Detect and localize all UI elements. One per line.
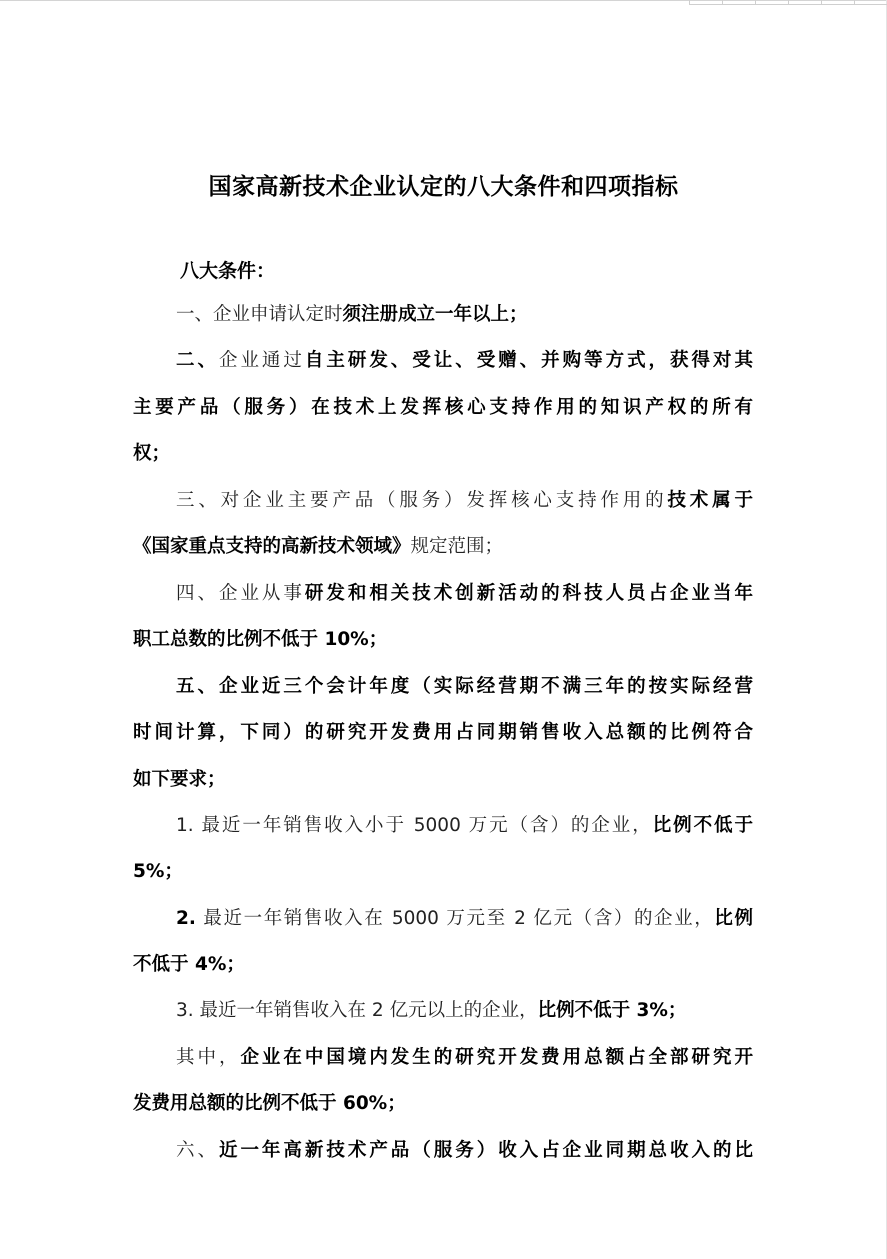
page-corner-marks bbox=[689, 0, 887, 5]
paragraph-10-line-1 bbox=[176, 1138, 753, 1164]
paragraph-9-line-2: 发费用总额的比例不低于 60%； bbox=[133, 1093, 406, 1114]
text-normal: 3. 最近一年销售收入在 2 亿元以上的企业， bbox=[176, 1000, 538, 1021]
text-bold: 比例不低于 3%； bbox=[537, 1000, 687, 1021]
paragraph-2-line-1 bbox=[176, 348, 753, 374]
paragraph-1-line-1 bbox=[176, 302, 753, 328]
text-normal: 四、企业从事 bbox=[176, 583, 305, 604]
paragraph-5-line-3: 如下要求； bbox=[133, 769, 226, 790]
section-heading: 八大条件： bbox=[180, 260, 276, 282]
text-bold: 技术属于 bbox=[667, 490, 753, 511]
text-bold: 比例不低于 bbox=[652, 815, 753, 836]
text-normal: 1. 最近一年销售收入小于 5000 万元（含）的企业， bbox=[176, 815, 653, 836]
text-normal: 一、企业申请认定时 bbox=[176, 304, 343, 325]
text-bold: 企业在中国境内发生的研究开发费用总额占全部研究开 bbox=[240, 1047, 753, 1068]
paragraph-4-line-2: 职工总数的比例不低于 10%； bbox=[133, 629, 388, 650]
text-normal: 其中， bbox=[176, 1047, 241, 1068]
text-normal: 企业通过 bbox=[218, 350, 305, 371]
text-bold: 近一年高新技术产品（服务）收入占企业同期总收入的比 bbox=[218, 1140, 753, 1161]
text-bold: 《国家重点支持的高新技术领域》 bbox=[133, 536, 411, 557]
paragraph-3-line-1 bbox=[176, 488, 753, 514]
paragraph-2-line-2: 主要产品（服务）在技术上发挥核心支持作用的知识产权的所有 bbox=[133, 397, 753, 418]
paragraph-4-line-1 bbox=[176, 581, 753, 607]
text-bold: 2. bbox=[176, 908, 196, 929]
paragraph-3-line-2 bbox=[133, 534, 753, 560]
paragraph-7-line-2: 不低于 4%； bbox=[133, 954, 245, 975]
paragraph-5-line-1: 五、企业近三个会计年度（实际经营期不满三年的按实际经营 bbox=[176, 676, 753, 697]
text-bold: 研发和相关技术创新活动的科技人员占企业当年 bbox=[304, 583, 753, 604]
text-bold: 须注册成立一年以上； bbox=[342, 304, 528, 325]
paragraph-6-line-1 bbox=[176, 813, 753, 839]
paragraph-2-line-3: 权； bbox=[133, 443, 171, 464]
text-bold: 比例 bbox=[714, 908, 753, 929]
paragraph-8-line-1 bbox=[176, 998, 753, 1024]
paragraph-7-line-1 bbox=[176, 906, 753, 932]
text-bold: 自主研发、受让、受赠、并购等方式，获得对其 bbox=[304, 350, 753, 371]
text-normal: 规定范围； bbox=[410, 536, 504, 557]
text-normal: 最近一年销售收入在 5000 万元至 2 亿元（含）的企业， bbox=[195, 908, 715, 929]
paragraph-6-line-2: 5%； bbox=[133, 861, 183, 882]
paragraph-9-line-1 bbox=[176, 1045, 753, 1071]
document-title: 国家高新技术企业认定的八大条件和四项指标 bbox=[208, 174, 679, 200]
text-normal: 三、对企业主要产品（服务）发挥核心支持作用的 bbox=[176, 490, 668, 511]
text-normal: 六、 bbox=[176, 1140, 219, 1161]
text-bold: 二、 bbox=[176, 350, 219, 371]
paragraph-5-line-2: 时间计算，下同）的研究开发费用占同期销售收入总额的比例符合 bbox=[133, 722, 753, 743]
